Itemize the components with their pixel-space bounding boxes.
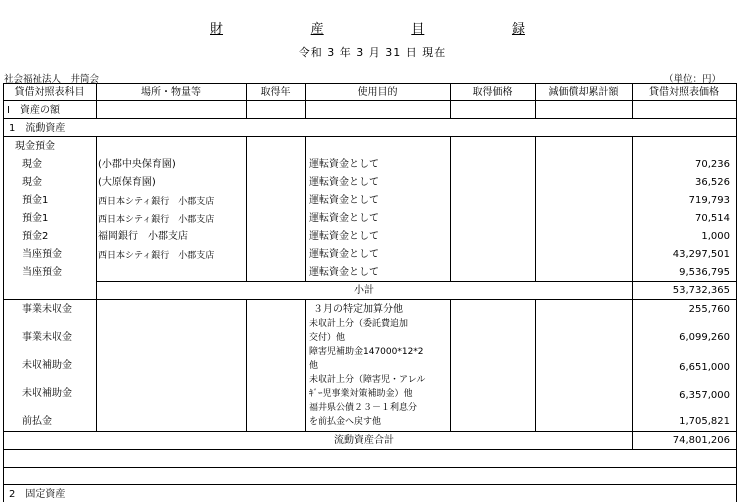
- cash-row-location: 西日本シティ銀行 小郡支店: [98, 215, 215, 225]
- title-char-4: 録: [511, 22, 525, 37]
- receivable-note: ｷﾞｰ児事業対策補助金）他: [309, 389, 413, 399]
- receivable-account: 事業未収金: [22, 304, 72, 315]
- organization-name: 社会福祉法人 井筒会: [4, 74, 100, 85]
- cash-row-location: 西日本シティ銀行 小郡支店: [98, 251, 215, 261]
- receivable-value: 6,357,000: [679, 390, 730, 401]
- header-account: 貸借対照表科目: [14, 87, 85, 98]
- receivable-note: 福井県公債２３－１利息分: [309, 403, 418, 413]
- current-assets-total-value: 74,801,206: [672, 435, 730, 446]
- title-char-1: 財: [210, 22, 224, 37]
- cash-row-location: (大原保育園): [98, 177, 156, 188]
- cash-row-value: 719,793: [688, 195, 730, 206]
- header-acquired-price: 取得価格: [472, 87, 513, 98]
- cash-row-account: 現金: [22, 159, 42, 170]
- receivable-note: ３月の特定加算分他: [313, 304, 403, 315]
- cash-row-value: 9,536,795: [679, 267, 730, 278]
- cash-row-location: 福岡銀行 小郡支店: [98, 231, 188, 242]
- current-assets-total-label: 流動資産合計: [334, 435, 394, 446]
- cash-row-value: 36,526: [695, 177, 730, 188]
- cash-row-purpose: 運転資金として: [309, 213, 379, 224]
- receivable-value: 6,099,260: [679, 332, 730, 343]
- receivable-value: 1,705,821: [679, 416, 730, 427]
- cash-row-purpose: 運転資金として: [309, 249, 379, 260]
- cash-row-account: 現金: [22, 177, 42, 188]
- header-depreciation: 減価償却累計額: [548, 87, 619, 98]
- section-current-assets: 1 流動資産: [9, 123, 66, 134]
- cash-row-purpose: 運転資金として: [309, 177, 379, 188]
- header-acquired-year: 取得年: [260, 87, 291, 98]
- receivable-note: 未収計上分（障害児・アレル: [309, 375, 426, 385]
- title-char-2: 産: [310, 22, 324, 37]
- cash-row-account: 預金1: [22, 213, 49, 224]
- document-title: [210, 18, 525, 38]
- header-location: 場所・物量等: [141, 87, 201, 98]
- cash-row-account: 預金1: [22, 195, 49, 206]
- section-assets: Ⅰ 資産の額: [7, 105, 60, 116]
- receivable-value: 6,651,000: [679, 362, 730, 373]
- cash-row-value: 43,297,501: [672, 249, 730, 260]
- as-of-date: 令和 3 年 3 月 31 日 現在: [298, 46, 447, 59]
- cash-row-account: 当座預金: [22, 249, 62, 260]
- cash-row-location: 西日本シティ銀行 小郡支店: [98, 197, 215, 207]
- cash-row-purpose: 運転資金として: [309, 159, 379, 170]
- receivable-note: 障害児補助金147000*12*2: [309, 347, 424, 357]
- cash-row-account: 当座預金: [22, 267, 62, 278]
- receivable-account: 事業未収金: [22, 332, 72, 343]
- receivable-value: 255,760: [688, 304, 730, 315]
- cash-row-account: 預金2: [22, 231, 49, 242]
- receivable-note: 未収計上分（委託費追加: [309, 319, 409, 329]
- cash-row-purpose: 運転資金として: [309, 231, 379, 242]
- cash-row-purpose: 運転資金として: [309, 195, 379, 206]
- receivable-account: 前払金: [22, 416, 52, 427]
- header-purpose: 使用目的: [357, 87, 398, 98]
- header-book-value: 貸借対照表価格: [649, 87, 719, 98]
- receivable-note: 他: [309, 361, 319, 371]
- cash-row-purpose: 運転資金として: [309, 267, 379, 278]
- cash-row-value: 1,000: [701, 231, 730, 242]
- cash-row-location: (小郡中央保育園): [98, 159, 176, 170]
- receivable-account: 未収補助金: [22, 360, 72, 371]
- receivable-note: を前払金へ戻す他: [309, 417, 382, 427]
- receivable-note: 交付）他: [309, 333, 346, 343]
- title-char-3: 目: [411, 22, 425, 37]
- subtotal-label: 小計: [354, 285, 374, 296]
- cash-row-value: 70,514: [695, 213, 730, 224]
- cash-row-value: 70,236: [695, 159, 730, 170]
- section-fixed-assets: 2 固定資産: [9, 489, 66, 500]
- receivable-account: 未収補助金: [22, 388, 72, 399]
- cash-deposits-label: 現金預金: [15, 141, 55, 152]
- subtotal-value: 53,732,365: [672, 285, 730, 296]
- unit-label: （単位：円）: [663, 74, 721, 85]
